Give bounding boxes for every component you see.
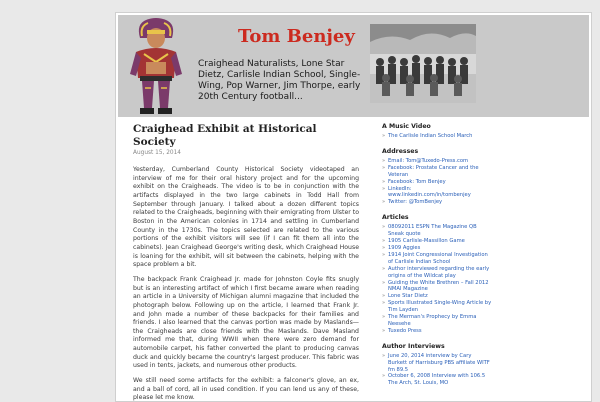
sidebar-link[interactable]: » Guiding the White Brethren – Fall 2012 NMAI Magazine [382, 280, 492, 294]
sidebar [382, 123, 492, 395]
sidebar-link[interactable]: » The Merman's Prophecy by Emma Neesehe [382, 314, 492, 328]
sidebar-link[interactable]: » Tuxedo Press [382, 328, 492, 335]
widget-music-video [382, 123, 492, 140]
sidebar-link[interactable]: » June 20, 2014 interview by Cary Burkett of Harrisburg PBS affiliate WITF fm 89.5 [382, 353, 492, 374]
sidebar-link[interactable]: » October 6, 2008 Interview with 106.5 The Arch, St. Louis, MO [382, 373, 492, 387]
post-paragraph: Yesterday, Cumberland County Historical Society videotaped an interview of me for their oral history project and for the upcoming exhibit on the Craigheads. The video is to be in conjunction with the artifacts displayed in the two large cabinets in Todd Hall from September through January. I talked about a dozen different topics related to the Craigheads, beginning with their emigrating from Ulster to Boston in the American colonies in 1714 and settling in Cumberland County in the 1730s. The topics selected are related to the various portions of the exhibit visitors will see (if I can fit them all into the cabinets). Jean Craighead George's writing desk, which Craighead House is loaning for the exhibit, will sit between the cabinets, helping with the space problem a bit. [133, 166, 359, 269]
sidebar-link[interactable]: » 1905 Carlisle-Massillon Game [382, 238, 492, 245]
page-container [115, 12, 592, 402]
sidebar-link[interactable]: » Author interviewed regarding the early origins of the Wildcat play [382, 266, 492, 280]
post-paragraph: The backpack Frank Craighead Jr. made for Johnston Coyle fits snugly but is an interesting artifact of which I first became aware when reading an article in a University of Michigan alumni magazine that included the photograph below. Following up on the article, I learned that Frank Jr. and John made a number of these backpacks for their families and friends. I also learned that the canvas portion was made by Maslands—the Craigheads are close friends with the Maslands. Dave Masland informed me that, during WWII when there were zero demand for automobile carpet, his father converted the plant to producing canvas duck and quickly became the country's largest producer. This fabric was used in tents, jackets, and numerous other products. [133, 275, 359, 370]
post-date: August 15, 2014 [133, 150, 181, 156]
sidebar-link[interactable]: » Lone Star Dietz [382, 293, 492, 300]
site-header [118, 15, 589, 117]
widget-title: Articles [382, 214, 409, 222]
widget-author-interviews [382, 343, 492, 388]
sidebar-link[interactable]: » The Carlisle Indian School March [382, 133, 492, 140]
widget-title: A Music Video [382, 123, 431, 130]
sidebar-link[interactable]: » Twitter: @TomBenjey [382, 199, 492, 206]
widget-articles [382, 214, 492, 335]
widget-title: Author Interviews [382, 342, 445, 350]
group-photo [370, 24, 476, 103]
sidebar-link[interactable]: » LinkedIn: www.linkedin.com/in/tombenjey [382, 186, 492, 200]
post-paragraph: We still need some artifacts for the exhibit: a falconer's glove, an ex, and a ball of cord, all in used condition. If you can lend us any of these, please let me know. [133, 377, 359, 402]
main-content [133, 123, 359, 402]
sidebar-link[interactable]: » 08092011 ESPN The Magazine QB Sneak quote [382, 224, 492, 238]
widget-title: Addresses [382, 147, 419, 155]
post-title[interactable]: Craighead Exhibit at Historical Society [133, 123, 317, 148]
sidebar-link[interactable]: » Sports Illustrated Single-Wing Article by Tim Layden [382, 300, 492, 314]
site-title[interactable]: Tom Benjey [238, 26, 355, 47]
sidebar-link[interactable]: » Facebook: Tom Benjey [382, 179, 492, 186]
indian-mascot-illustration [126, 16, 186, 117]
widget-addresses [382, 148, 492, 206]
sidebar-link[interactable]: » Facebook: Prostate Cancer and the Veteran [382, 165, 492, 179]
site-tagline: Craighead Naturalists, Lone Star Dietz, Carlisle Indian School, Single-Wing, Pop Warner, Jim Thorpe, early 20th Century football... [198, 59, 361, 102]
sidebar-link[interactable]: » 1914 Joint Congressional Investigation of Carlisle Indian School [382, 252, 492, 266]
sidebar-link[interactable]: » 1909 Aggies [382, 245, 492, 252]
sidebar-link[interactable]: » Email: Tom@Tuxedo-Press.com [382, 158, 492, 165]
